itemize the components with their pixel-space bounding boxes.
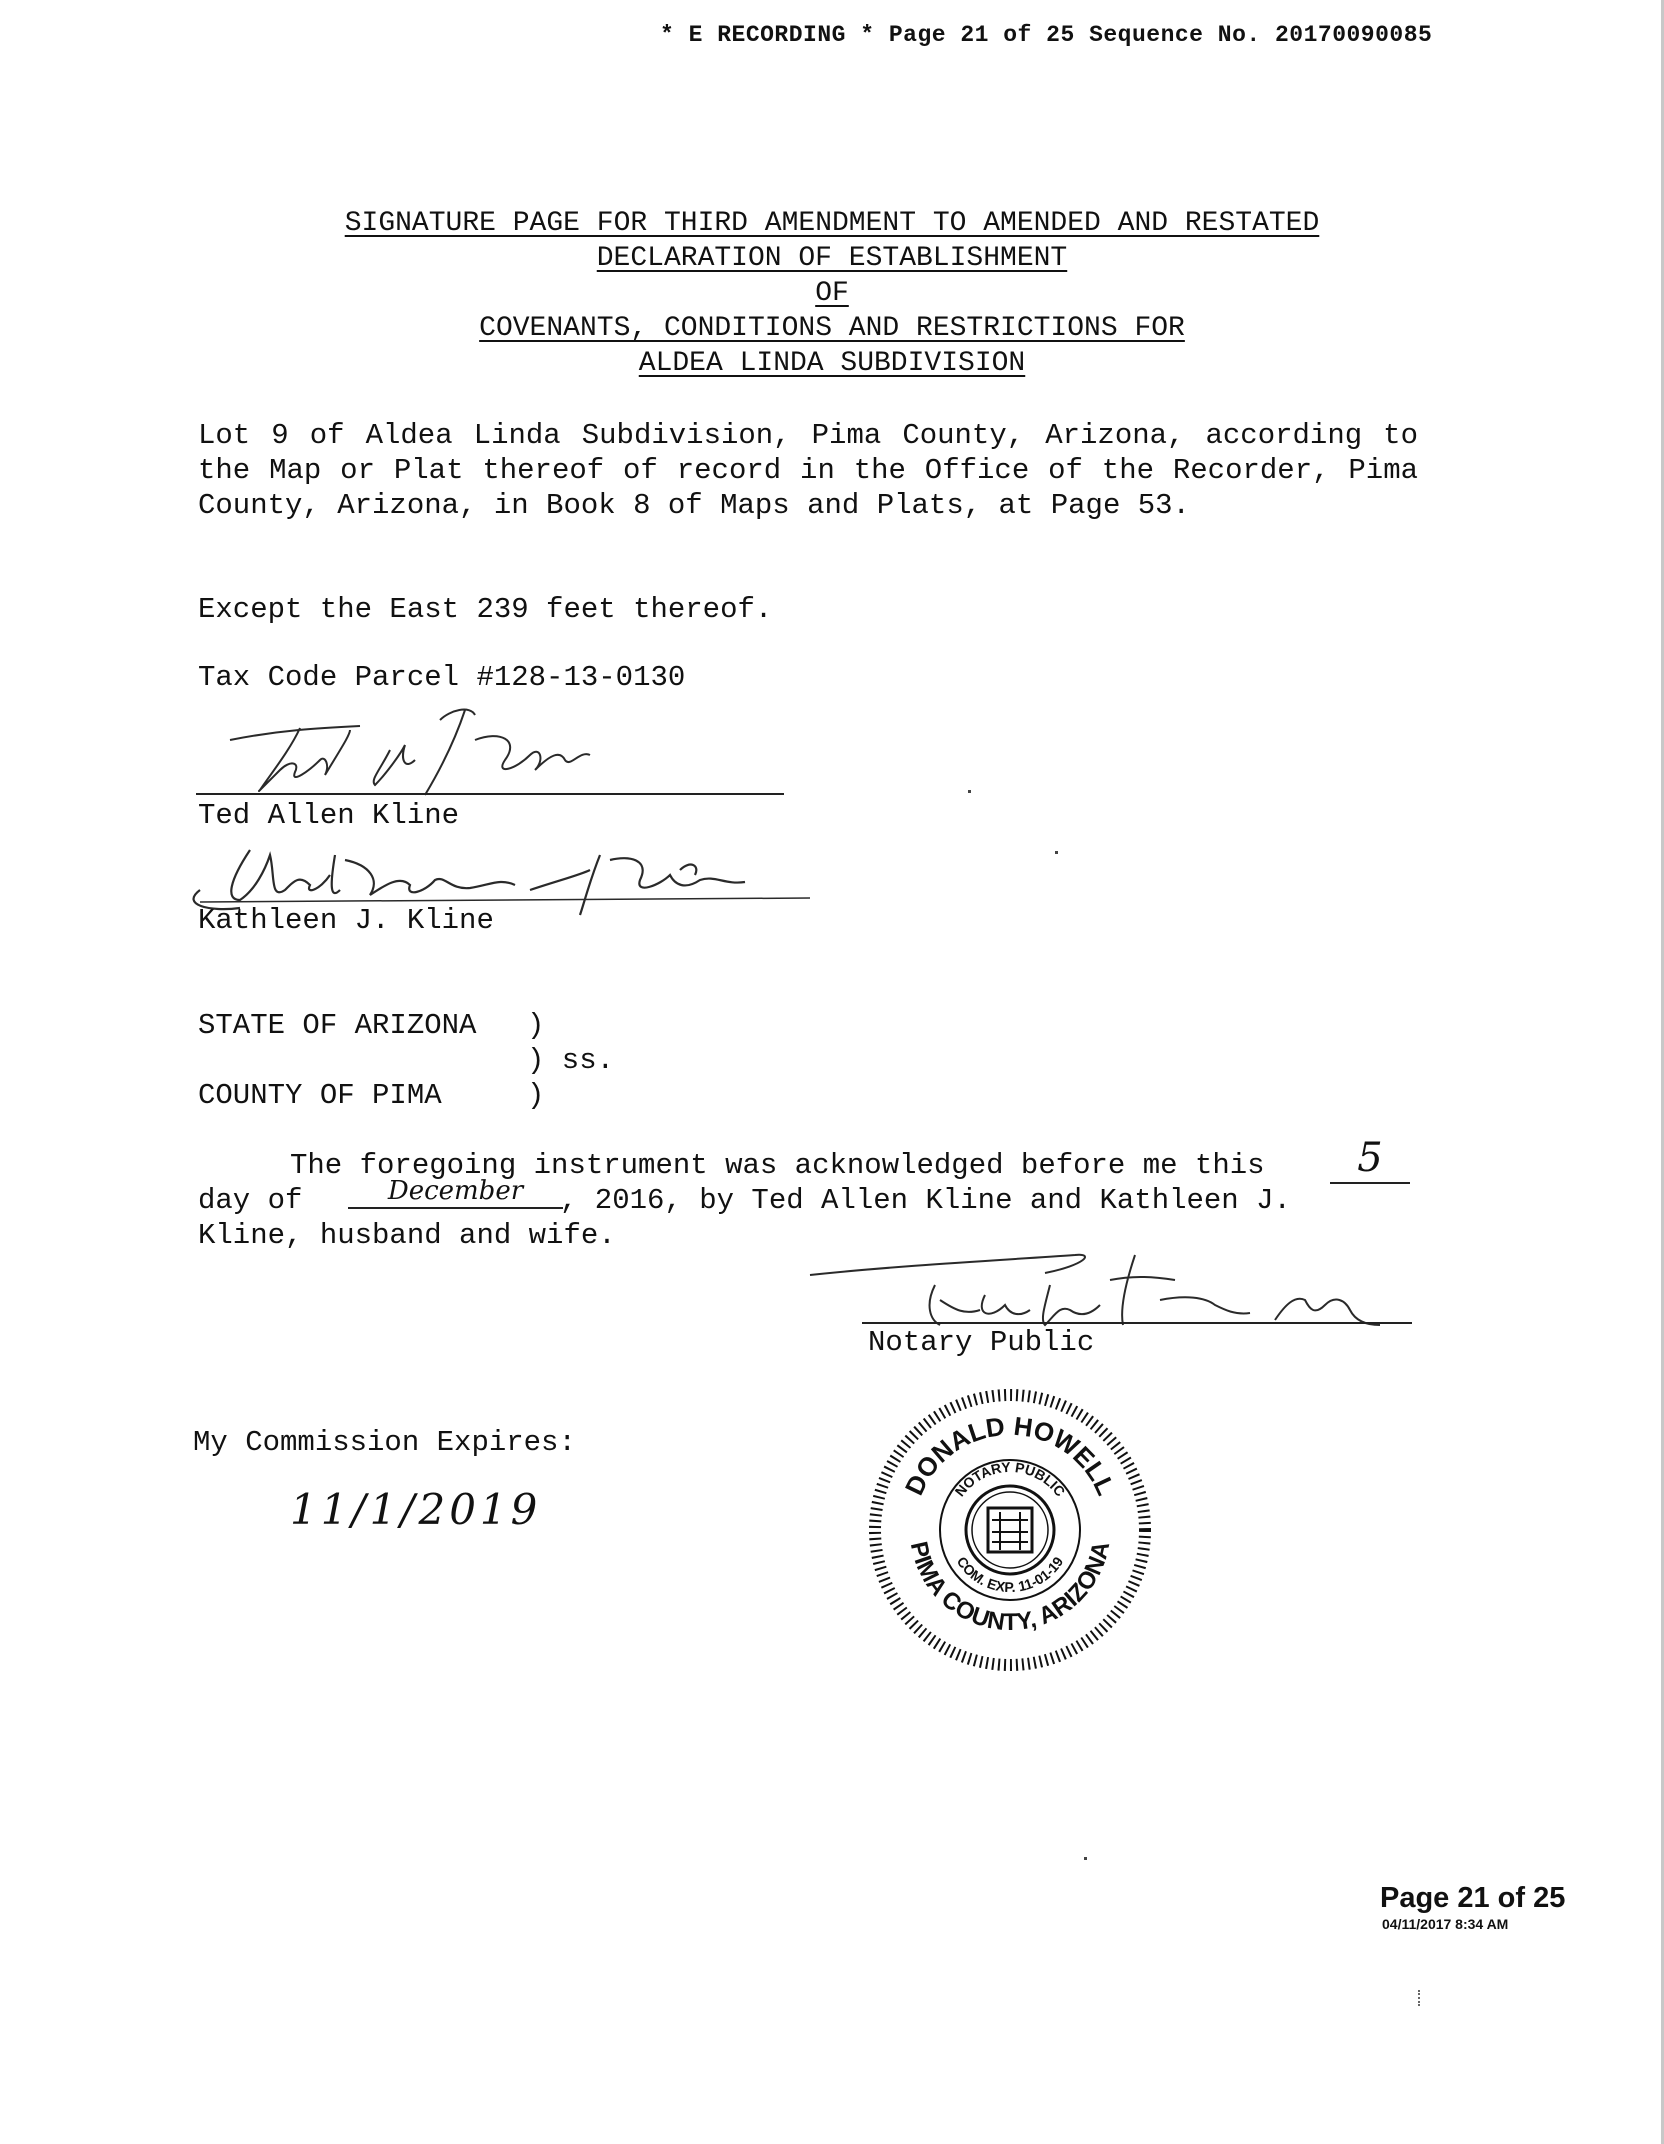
title-line-2: DECLARATION OF ESTABLISHMENT xyxy=(596,243,1068,274)
tax-code-parcel: Tax Code Parcel #128-13-0130 xyxy=(198,661,686,694)
acknowledgment-line-2: , 2016, by Ted Allen Kline and Kathleen J. xyxy=(560,1184,1291,1217)
title-line-5: ALDEA LINDA SUBDIVISION xyxy=(638,348,1026,379)
signer-name-2: Kathleen J. Kline xyxy=(198,904,494,937)
notary-signature-line xyxy=(862,1322,1412,1324)
commission-expires-date: 11/1/2019 xyxy=(290,1485,542,1534)
signature-line-1 xyxy=(196,793,784,795)
commission-expires-label: My Commission Expires: xyxy=(193,1426,576,1459)
legal-description: Lot 9 of Aldea Linda Subdivision, Pima County, Arizona, according to the Map or Plat thereof of record in the Office of the Recorder, Pima County, Arizona, in Book 8 of Maps and Plats, at Page 53. xyxy=(198,419,1418,522)
venue-county: COUNTY OF PIMA xyxy=(198,1079,442,1112)
acknowledgment-day: 5 xyxy=(1330,1138,1410,1184)
svg-text:PIMA COUNTY, ARIZONA: PIMA COUNTY, ARIZONA xyxy=(904,1538,1116,1637)
acknowledgment-line-1: The foregoing instrument was acknowledged before me this xyxy=(290,1149,1265,1182)
notary-signature xyxy=(805,1225,1425,1335)
footer-page-number: Page 21 of 25 xyxy=(1380,1882,1566,1914)
notary-seal xyxy=(860,1380,1160,1680)
recording-header: * E RECORDING * Page 21 of 25 Sequence No. 20170090085 xyxy=(660,22,1433,48)
svg-text:COM. EXP. 11-01-19: COM. EXP. 11-01-19 xyxy=(953,1553,1067,1596)
scan-speck xyxy=(1055,851,1058,854)
footer-timestamp: 04/11/2017 8:34 AM xyxy=(1382,1916,1509,1932)
scan-speck xyxy=(1084,1857,1087,1860)
notary-public-label: Notary Public xyxy=(868,1326,1095,1359)
acknowledgment-day-of: day of xyxy=(198,1184,303,1217)
venue-paren-2: ) xyxy=(527,1079,545,1112)
exception-text: Except the East 239 feet thereof. xyxy=(198,593,773,626)
title-line-3: OF xyxy=(815,278,849,309)
venue-ss: ) ss. xyxy=(527,1044,615,1077)
venue-state: STATE OF ARIZONA xyxy=(198,1009,477,1042)
svg-text:NOTARY PUBLIC: NOTARY PUBLIC xyxy=(951,1458,1069,1500)
venue-paren-1: ) xyxy=(527,1009,545,1042)
title-line-4: COVENANTS, CONDITIONS AND RESTRICTIONS FOR xyxy=(479,313,1185,344)
scan-speck xyxy=(968,790,971,793)
signer-name-1: Ted Allen Kline xyxy=(198,799,460,832)
acknowledgment-month: December xyxy=(348,1176,563,1209)
svg-text:DONALD HOWELL: DONALD HOWELL xyxy=(898,1410,1122,1500)
acknowledgment-line-3: Kline, husband and wife. xyxy=(198,1219,616,1252)
scan-speck xyxy=(1418,1990,1422,2006)
title-line-1: SIGNATURE PAGE FOR THIRD AMENDMENT TO AMENDED AND RESTATED xyxy=(344,208,1320,239)
